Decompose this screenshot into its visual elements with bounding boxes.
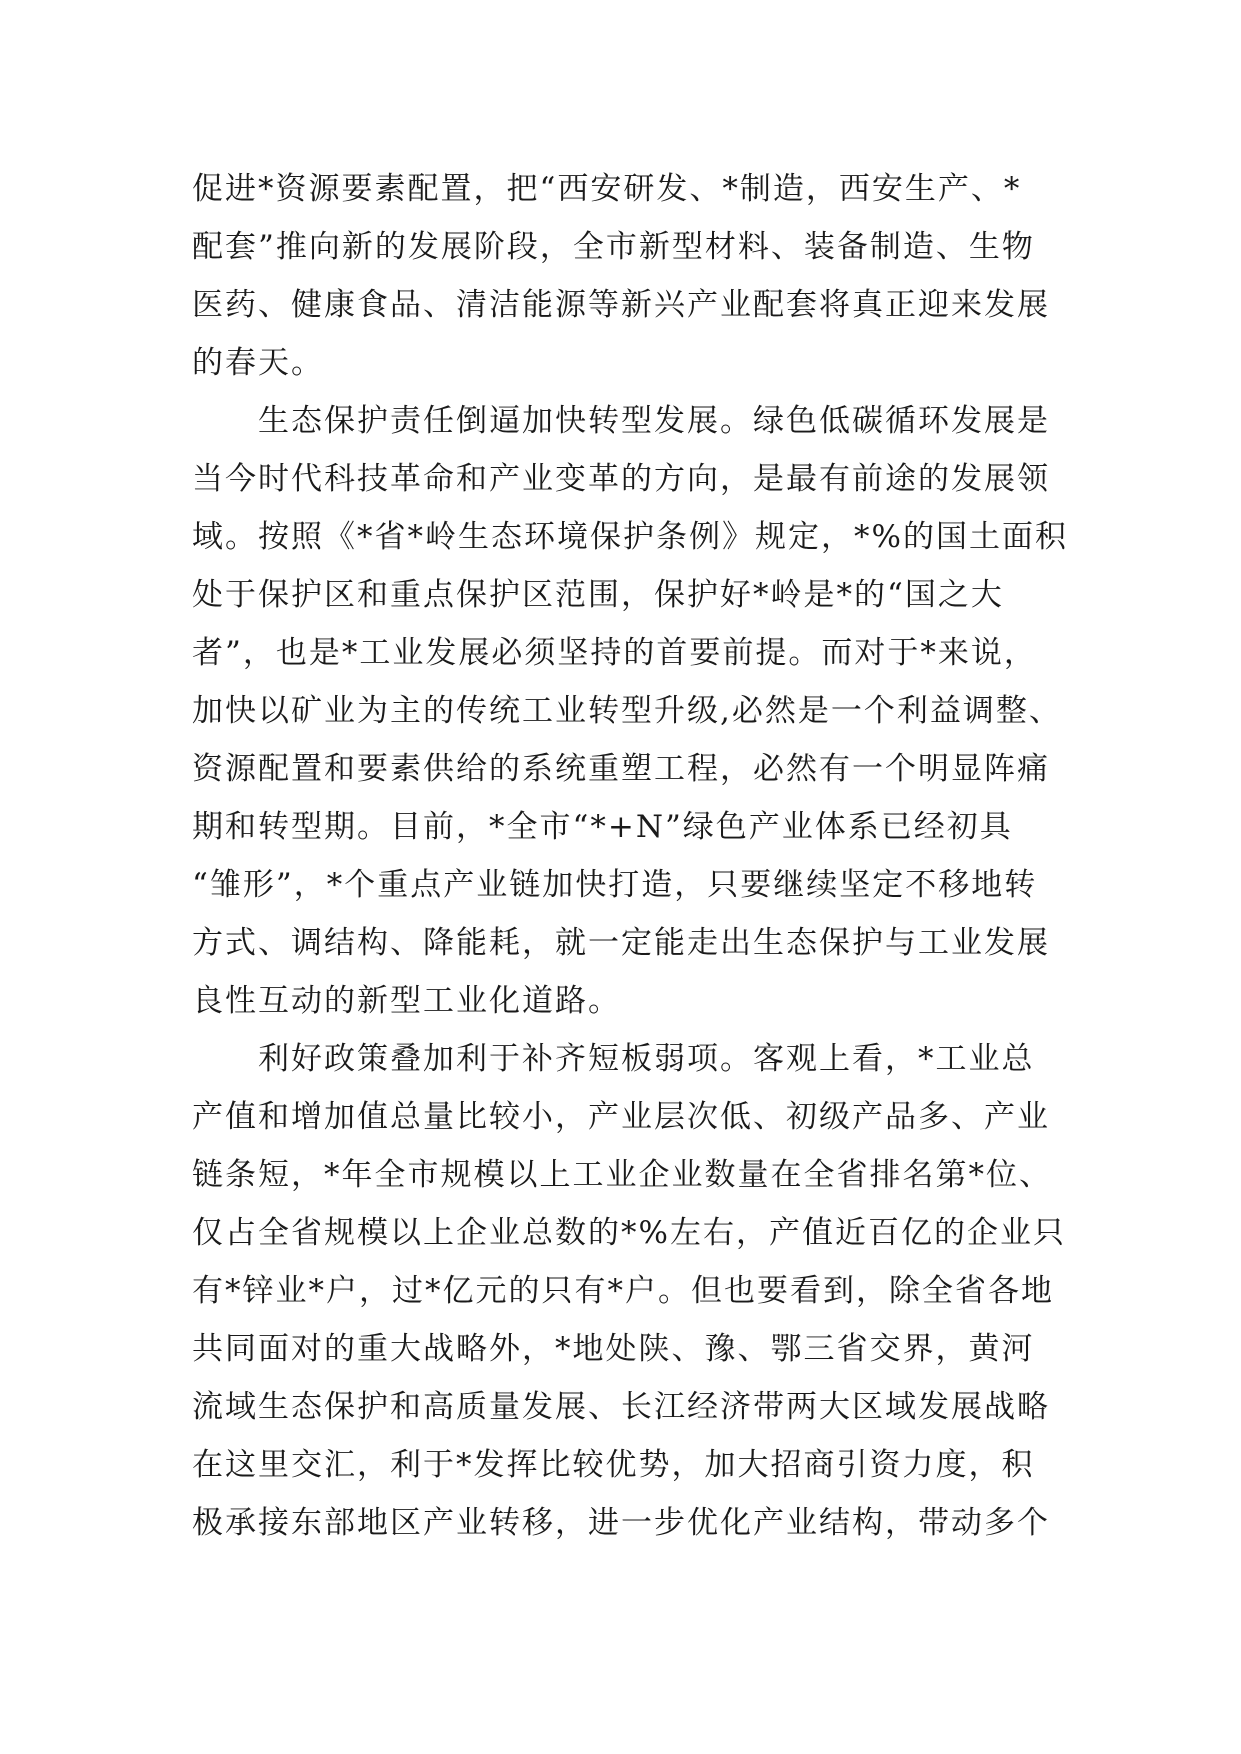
text-line: 方式、调结构、降能耗，就一定能走出生态保护与工业发展 (192, 925, 1050, 961)
text-line: 良性互动的新型工业化道路。 (192, 983, 621, 1019)
text-line: 仅占全省规模以上企业总数的*%左右，产值近百亿的企业只 (192, 1215, 1066, 1251)
text-line: 产值和增加值总量比较小，产业层次低、初级产品多、产业 (192, 1099, 1050, 1135)
text-line: 在这里交汇，利于*发挥比较优势，加大招商引资力度，积 (192, 1447, 1035, 1483)
text-line: 的春天。 (192, 345, 324, 381)
text-line: 流域生态保护和高质量发展、长江经济带两大区域发展战略 (192, 1389, 1050, 1425)
paragraph-3 (192, 1030, 1066, 1552)
text-line: 加快以矿业为主的传统工业转型升级,必然是一个利益调整、 (192, 693, 1062, 729)
text-line: 链条短，*年全市规模以上工业企业数量在全省排名第*位、 (192, 1157, 1052, 1193)
text-line: 资源配置和要素供给的系统重塑工程，必然有一个明显阵痛 (192, 751, 1050, 787)
text-line: 配套”推向新的发展阶段，全市新型材料、装备制造、生物 (192, 229, 1035, 265)
text-line: 期和转型期。目前，*全市“*+N”绿色产业体系已经初具 (192, 809, 1013, 845)
paragraph-2 (192, 392, 1068, 1030)
document-body (192, 160, 1068, 1552)
text-line: 当今时代科技革命和产业变革的方向，是最有前途的发展领 (192, 461, 1050, 497)
text-line: 处于保护区和重点保护区范围，保护好*岭是*的“国之大 (192, 577, 1004, 613)
text-line: 域。按照《*省*岭生态环境保护条例》规定，*%的国土面积 (192, 519, 1068, 555)
text-line: 医药、健康食品、清洁能源等新兴产业配套将真正迎来发展 (192, 287, 1050, 323)
text-line: 有*锌业*户，过*亿元的只有*户。但也要看到，除全省各地 (192, 1273, 1054, 1309)
text-line: 促进*资源要素配置，把“西安研发、*制造，西安生产、* (192, 171, 1022, 207)
text-line: “雏形”，*个重点产业链加快打造，只要继续坚定不移地转 (192, 867, 1038, 903)
text-line: 共同面对的重大战略外，*地处陕、豫、鄂三省交界，黄河 (192, 1331, 1035, 1367)
text-line: 生态保护责任倒逼加快转型发展。绿色低碳循环发展是 (258, 403, 1050, 439)
paragraph-1 (192, 160, 1058, 392)
text-line: 极承接东部地区产业转移，进一步优化产业结构，带动多个 (192, 1505, 1050, 1541)
text-line: 利好政策叠加利于补齐短板弱项。客观上看，*工业总 (258, 1041, 1035, 1077)
text-line: 者”，也是*工业发展必须坚持的首要前提。而对于*来说， (192, 635, 1037, 671)
